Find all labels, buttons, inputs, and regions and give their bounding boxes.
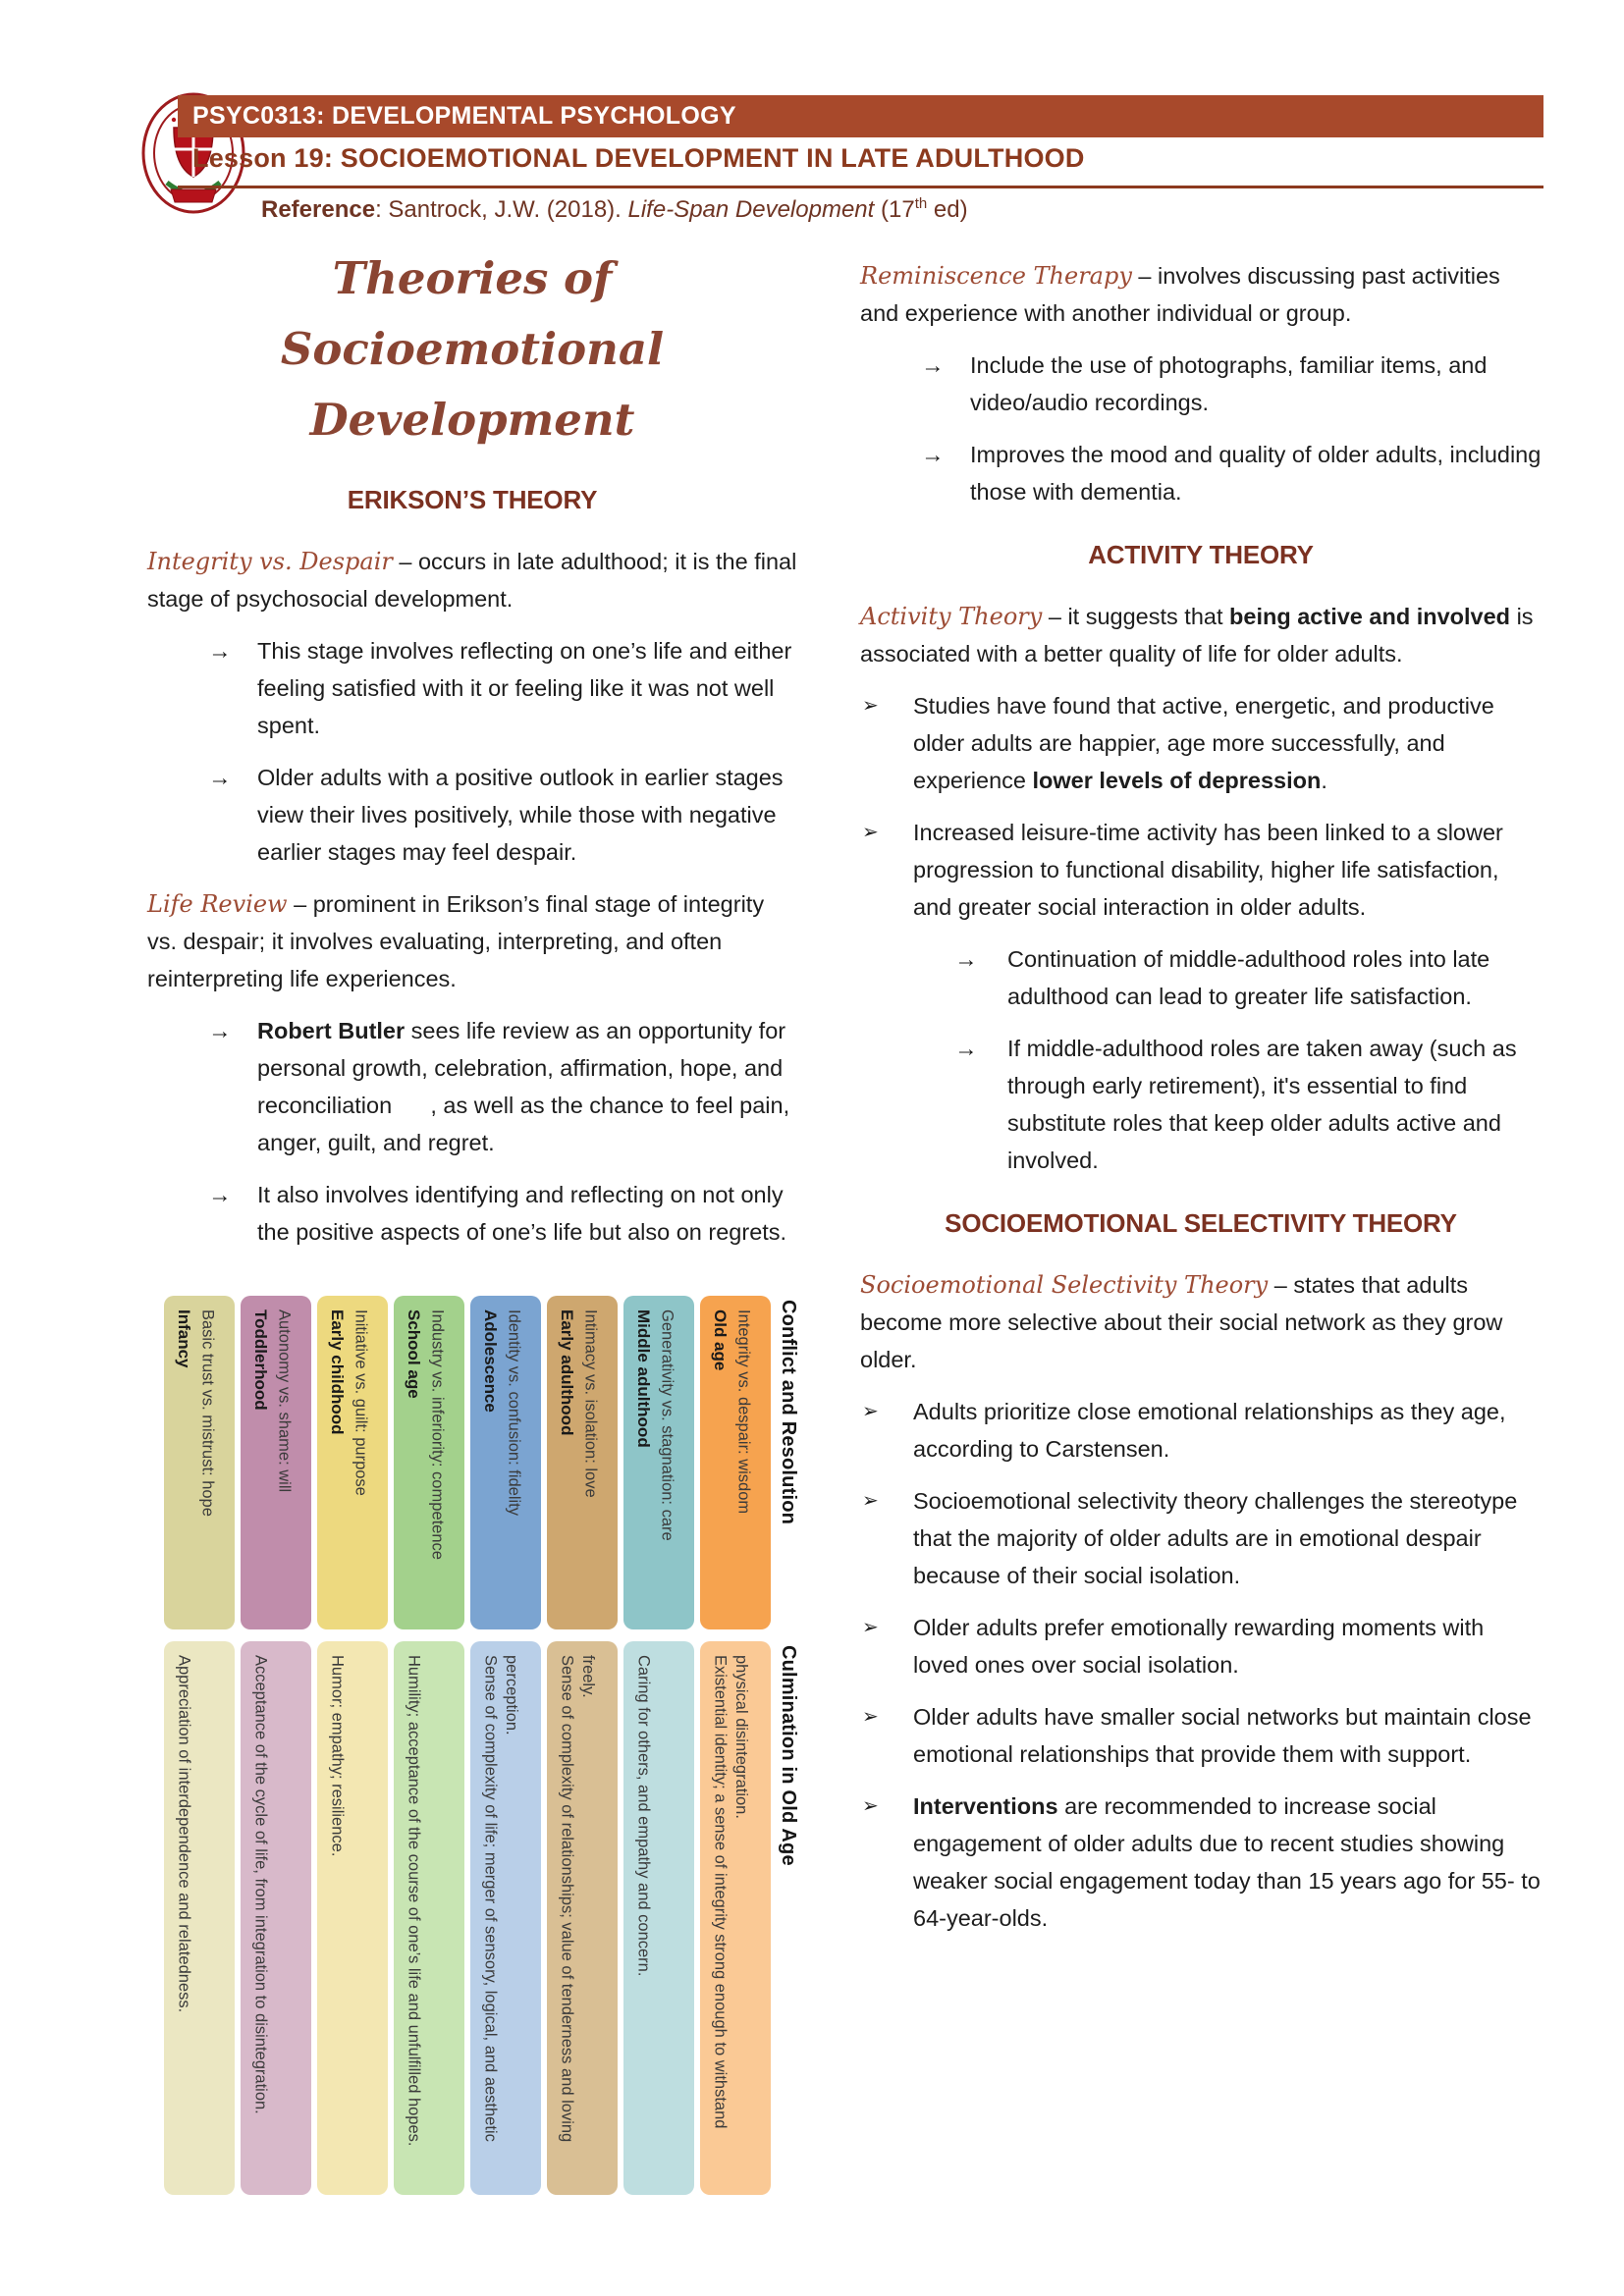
text-segment: – prominent in Erikson’s final stage of integrity vs. despair; it involves evaluating, interpreting, and often reinterpreting life experiences. bbox=[147, 891, 765, 991]
bullet-text bbox=[913, 1609, 1542, 1683]
stage-name: Early childhood bbox=[328, 1309, 348, 1435]
culmination-text: Humor; empathy; resilience. bbox=[328, 1655, 347, 1857]
text-segment: lower levels of depression bbox=[1032, 768, 1322, 793]
stage-culmination-cell bbox=[700, 1641, 771, 2195]
text-segment: Interventions bbox=[913, 1793, 1058, 1819]
section-heading: ERIKSON’S THEORY bbox=[347, 485, 598, 514]
culmination-text: Existential identity; a sense of integrity strong enough to withstand physical disintegration. bbox=[711, 1655, 750, 2129]
bullet-text bbox=[913, 1698, 1542, 1773]
paragraph bbox=[860, 1266, 1542, 1378]
text-segment: Include the use of photographs, familiar items, and video/audio recordings. bbox=[970, 352, 1488, 415]
text-segment: – involves discussing past activities and experience with another individual or group. bbox=[860, 263, 1500, 326]
text-segment: Reminiscence Therapy bbox=[860, 262, 1132, 290]
conflict-text: Identity vs. confusion: fidelity bbox=[505, 1309, 523, 1517]
text-segment: Older adults with a positive outlook in earlier stages view their lives positively, while those with negative earlier stages may feel despair. bbox=[257, 765, 784, 865]
section-heading: SOCIOEMOTIONAL SELECTIVITY THEORY bbox=[945, 1208, 1457, 1238]
bullet-item bbox=[147, 632, 797, 744]
bullet-text bbox=[257, 759, 797, 871]
stage-name: Adolescence bbox=[481, 1309, 501, 1413]
culmination-text: Appreciation of interdependence and relatedness. bbox=[175, 1655, 193, 2013]
text-segment: This stage involves reflecting on one’s life and either feeling satisfied with it or feeling like it was not well spent. bbox=[257, 638, 792, 738]
bullet-text bbox=[970, 436, 1542, 510]
stage-culmination-cell bbox=[394, 1641, 464, 2195]
bullet-item bbox=[860, 436, 1542, 510]
text-segment: Reference bbox=[261, 196, 376, 223]
arrow-bullet-icon: → bbox=[921, 442, 945, 467]
arrowhead-bullet-icon: ➢ bbox=[862, 1490, 879, 1512]
conflict-text: Initiative vs. guilt: purpose bbox=[352, 1309, 370, 1496]
lesson-title: Lesson 19: SOCIOEMOTIONAL DEVELOPMENT IN LATE ADULTHOOD bbox=[192, 143, 1085, 173]
stage-culmination-cell bbox=[623, 1641, 694, 2195]
stage-conflict-cell bbox=[394, 1296, 464, 1629]
stage-conflict-cell bbox=[164, 1296, 235, 1629]
text-segment: Activity Theory bbox=[860, 603, 1043, 630]
stage-name: School age bbox=[405, 1309, 424, 1399]
stage-conflict-cell bbox=[317, 1296, 388, 1629]
culmination-text: Humility; acceptance of the course of one’s life and unfulfilled hopes. bbox=[405, 1655, 423, 2147]
bullet-item bbox=[860, 940, 1542, 1015]
stage-culmination-cell bbox=[470, 1641, 541, 2195]
stage-conflict-cell bbox=[700, 1296, 771, 1629]
bullet-item bbox=[147, 759, 797, 871]
culmination-text: Acceptance of the cycle of life, from integration to disintegration. bbox=[251, 1655, 270, 2114]
arrow-bullet-icon: → bbox=[208, 1018, 232, 1043]
bullet-text bbox=[257, 1176, 797, 1251]
header-divider bbox=[178, 186, 1543, 188]
text-segment: Socioemotional selectivity theory challenges the stereotype that the majority of older adults are in emotional despair because of their social isolation. bbox=[913, 1488, 1518, 1588]
stage-conflict-cell bbox=[547, 1296, 618, 1629]
table-row-label-culmination: Culmination in Old Age bbox=[778, 1645, 799, 1866]
stage-name: Toddlerhood bbox=[251, 1309, 271, 1411]
bullet-text bbox=[913, 1393, 1542, 1468]
conflict-text: Intimacy vs. isolation: love bbox=[581, 1309, 600, 1498]
culmination-text: Sense of complexity of life; merger of sensory, logical, and aesthetic perception. bbox=[481, 1655, 520, 2142]
bullet-text bbox=[913, 814, 1542, 926]
bullet-text bbox=[257, 632, 797, 744]
arrowhead-bullet-icon: ➢ bbox=[862, 695, 879, 717]
arrow-bullet-icon: → bbox=[208, 765, 232, 790]
arrowhead-bullet-icon: ➢ bbox=[862, 1795, 879, 1817]
bullet-item bbox=[860, 814, 1542, 926]
text-segment: Studies have found that active, energetic, and productive older adults are happier, age more successfully, and experience bbox=[913, 693, 1494, 793]
text-segment: (17 bbox=[874, 196, 915, 223]
left-column bbox=[147, 243, 797, 1265]
text-segment: Older adults prefer emotionally rewarding moments with loved ones over social isolation. bbox=[913, 1615, 1485, 1678]
reference-line bbox=[261, 195, 968, 224]
bullet-item bbox=[860, 1482, 1542, 1594]
stage-culmination-cell bbox=[241, 1641, 311, 2195]
text-segment: Socioemotional Selectivity Theory bbox=[860, 1271, 1269, 1299]
erikson-stages-table bbox=[164, 1296, 771, 2195]
text-segment: is associated with a better quality of life for older adults. bbox=[860, 604, 1534, 667]
course-banner: PSYC0313: DEVELOPMENTAL PSYCHOLOGY bbox=[178, 95, 1543, 137]
bullet-text bbox=[970, 347, 1542, 421]
text-segment: th bbox=[914, 195, 928, 212]
bullet-text bbox=[257, 1012, 797, 1161]
page-title-line: Development bbox=[309, 394, 635, 446]
culmination-text: Caring for others, and empathy and concern. bbox=[634, 1655, 653, 1977]
text-segment: being active and involved bbox=[1229, 604, 1511, 629]
text-segment: Improves the mood and quality of older adults, including those with dementia. bbox=[970, 442, 1542, 505]
text-segment: ed) bbox=[927, 196, 968, 223]
conflict-text: Integrity vs. despair: wisdom bbox=[734, 1309, 753, 1515]
text-segment: . bbox=[1321, 768, 1327, 793]
stage-name: Old age bbox=[711, 1309, 731, 1371]
bullet-text bbox=[1007, 940, 1542, 1015]
text-segment: – it suggests that bbox=[1042, 604, 1230, 629]
stage-culmination-cell bbox=[317, 1641, 388, 2195]
paragraph bbox=[860, 257, 1542, 332]
stage-name: Infancy bbox=[175, 1309, 194, 1368]
paragraph bbox=[147, 885, 797, 997]
arrow-bullet-icon: → bbox=[208, 638, 232, 664]
right-column bbox=[860, 243, 1542, 1951]
bullet-item bbox=[147, 1176, 797, 1251]
bullet-text bbox=[913, 687, 1542, 799]
text-segment: It also involves identifying and reflecting on not only the positive aspects of one’s life but also on regrets. bbox=[257, 1182, 787, 1245]
page-title-line: Theories of Socioemotional bbox=[280, 252, 665, 375]
culmination-text: Sense of complexity of relationships; value of tenderness and loving freely. bbox=[558, 1655, 597, 2143]
conflict-text: Basic trust vs. mistrust: hope bbox=[198, 1309, 217, 1517]
bullet-item bbox=[860, 687, 1542, 799]
bullet-text bbox=[913, 1482, 1542, 1594]
arrow-bullet-icon: → bbox=[208, 1182, 232, 1207]
text-segment: Increased leisure-time activity has been linked to a slower progression to functional disability, higher life satisfaction, and greater social interaction in older adults. bbox=[913, 820, 1503, 920]
text-segment: : Santrock, J.W. (2018). bbox=[375, 196, 628, 223]
arrowhead-bullet-icon: ➢ bbox=[862, 822, 879, 843]
text-segment: Life Review bbox=[147, 890, 288, 918]
table-row-label-conflict: Conflict and Resolution bbox=[778, 1300, 799, 1525]
arrow-bullet-icon: → bbox=[921, 352, 945, 378]
text-segment: Continuation of middle-adulthood roles into late adulthood can lead to greater life satisfaction. bbox=[1007, 946, 1490, 1009]
arrow-bullet-icon: → bbox=[954, 946, 978, 972]
conflict-text: Generativity vs. stagnation: care bbox=[658, 1309, 677, 1541]
bullet-item bbox=[860, 347, 1542, 421]
conflict-text: Industry vs. inferiority: competence bbox=[428, 1309, 447, 1560]
bullet-item bbox=[860, 1609, 1542, 1683]
stage-culmination-cell bbox=[547, 1641, 618, 2195]
bullet-text bbox=[1007, 1030, 1542, 1179]
conflict-text: Autonomy vs. shame: will bbox=[275, 1309, 294, 1493]
stage-conflict-cell bbox=[623, 1296, 694, 1629]
arrow-bullet-icon: → bbox=[954, 1036, 978, 1061]
bullet-text bbox=[913, 1788, 1542, 1937]
text-segment: are recommended to increase social engagement of older adults due to recent studies showing weaker social engagement today than 15 years ago for 55- to 64-year-olds. bbox=[913, 1793, 1541, 1931]
bullet-item bbox=[860, 1788, 1542, 1937]
text-segment: Life-Span Development bbox=[627, 196, 875, 223]
text-segment: – states that adults become more selective about their social network as they grow older. bbox=[860, 1272, 1503, 1372]
paragraph bbox=[860, 598, 1542, 672]
bullet-item bbox=[860, 1030, 1542, 1179]
section-heading: ACTIVITY THEORY bbox=[1088, 540, 1314, 569]
bullet-item bbox=[147, 1012, 797, 1161]
text-segment: Integrity vs. Despair bbox=[147, 548, 393, 575]
arrowhead-bullet-icon: ➢ bbox=[862, 1401, 879, 1422]
arrowhead-bullet-icon: ➢ bbox=[862, 1617, 879, 1638]
page-title bbox=[147, 243, 797, 455]
text-segment: Older adults have smaller social networks but maintain close emotional relationships that provide them with support. bbox=[913, 1704, 1532, 1767]
stage-name: Early adulthood bbox=[558, 1309, 577, 1436]
bullet-item bbox=[860, 1393, 1542, 1468]
paragraph bbox=[147, 543, 797, 617]
stage-conflict-cell bbox=[470, 1296, 541, 1629]
text-segment: Robert Butler bbox=[257, 1018, 406, 1043]
text-segment: Adults prioritize close emotional relationships as they age, according to Carstensen. bbox=[913, 1399, 1506, 1462]
text-segment: – occurs in late adulthood; it is the final stage of psychosocial development. bbox=[147, 549, 797, 612]
stage-culmination-cell bbox=[164, 1641, 235, 2195]
arrowhead-bullet-icon: ➢ bbox=[862, 1706, 879, 1728]
bullet-item bbox=[860, 1698, 1542, 1773]
text-segment: If middle-adulthood roles are taken away (such as through early retirement), it's essential to find substitute roles that keep older adults active and involved. bbox=[1007, 1036, 1517, 1173]
stage-conflict-cell bbox=[241, 1296, 311, 1629]
stage-name: Middle adulthood bbox=[634, 1309, 654, 1448]
text-segment: sees life review as an opportunity for personal growth, celebration, affirmation, hope, and reconciliation , as well as the chance to feel pain, anger, guilt, and regret. bbox=[257, 1018, 790, 1155]
